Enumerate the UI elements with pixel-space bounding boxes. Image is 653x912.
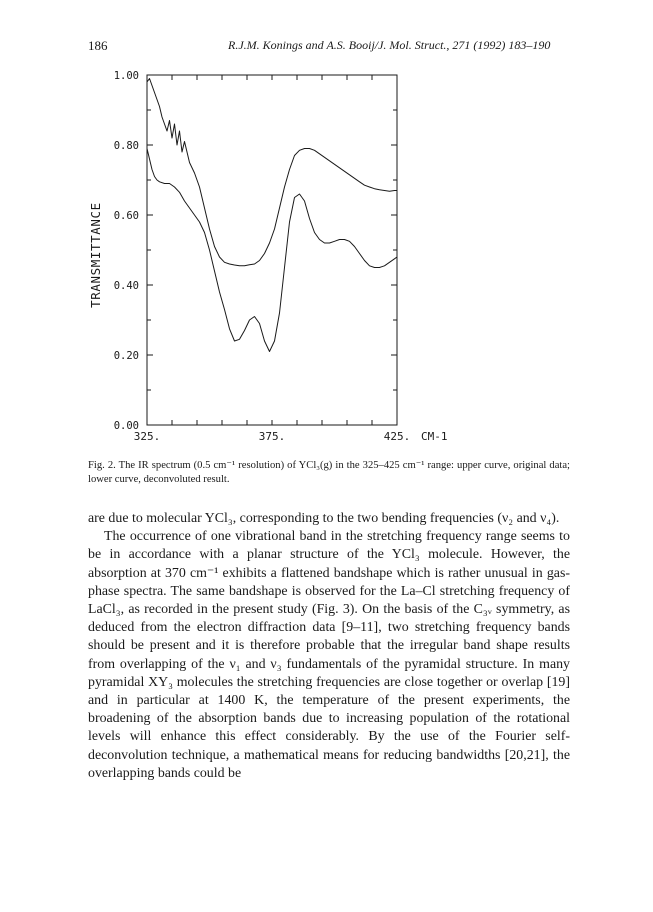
body-paragraph: The occurrence of one vibrational band in the stretching frequency range seems to be in accordance with a planar structure of the YCl₃ molecule. However, the absorption at 370 cm⁻¹ exhibits a flattened bandshape which is rather unusual in gas-phase spectra. The same bandshape is observed for the La–Cl stretching frequency of LaCl₃, as recorded in the present study (Fig. 3). On the basis of the C₃ᵥ symmetry, as deduced from the electron diffraction data [9–11], two stretching frequency bands should be present and it is therefore probable that the irregular band shape results from overlapping of the ν₁ and ν₃ fundamentals of the pyramidal structure. In many pyramidal XY₃ molecules the stretching frequencies are close together or overlap [19] and in particular at 1400 K, the temperature of the present experiments, the broadening of the absorption bands due to increasing population of the rotational levels will enhance this effect considerably. By the use of the Fourier self-deconvolution technique, a mathematical means for reducing bandwidths [20,21], the overlapping bands could be: [88, 529, 570, 781]
series-deconvoluted-line: [147, 149, 397, 352]
y-tick-label: 0.60: [113, 210, 139, 222]
y-tick-label: 1.00: [113, 70, 139, 82]
running-head: R.J.M. Konings and A.S. Booij/J. Mol. Struct., 271 (1992) 183–190: [228, 38, 551, 52]
y-tick-label: 0.40: [113, 280, 139, 292]
body-paragraph: are due to molecular YCl₃, corresponding to the two bending frequencies (ν₂ and ν₄).: [88, 511, 560, 526]
y-axis-label: TRANSMITTANCE: [88, 202, 103, 308]
y-tick-label: 0.80: [113, 140, 139, 152]
x-unit-label: CM-1: [421, 430, 448, 443]
x-tick-label: 325.: [133, 430, 161, 443]
x-tick-label: 375.: [258, 430, 286, 443]
body-text: [88, 510, 570, 783]
plot-frame: [147, 75, 397, 425]
page-number: 186: [88, 38, 108, 53]
y-tick-label: 0.20: [113, 350, 139, 362]
series-original-line: [147, 79, 397, 266]
y-tick-label: 0.00: [113, 420, 139, 432]
x-tick-label: 425.: [383, 430, 411, 443]
figure-caption: Fig. 2. The IR spectrum (0.5 cm⁻¹ resolution) of YCl₃(g) in the 325–425 cm⁻¹ range: upper curve, original data; lower curve, deconvoluted result.: [88, 460, 570, 485]
